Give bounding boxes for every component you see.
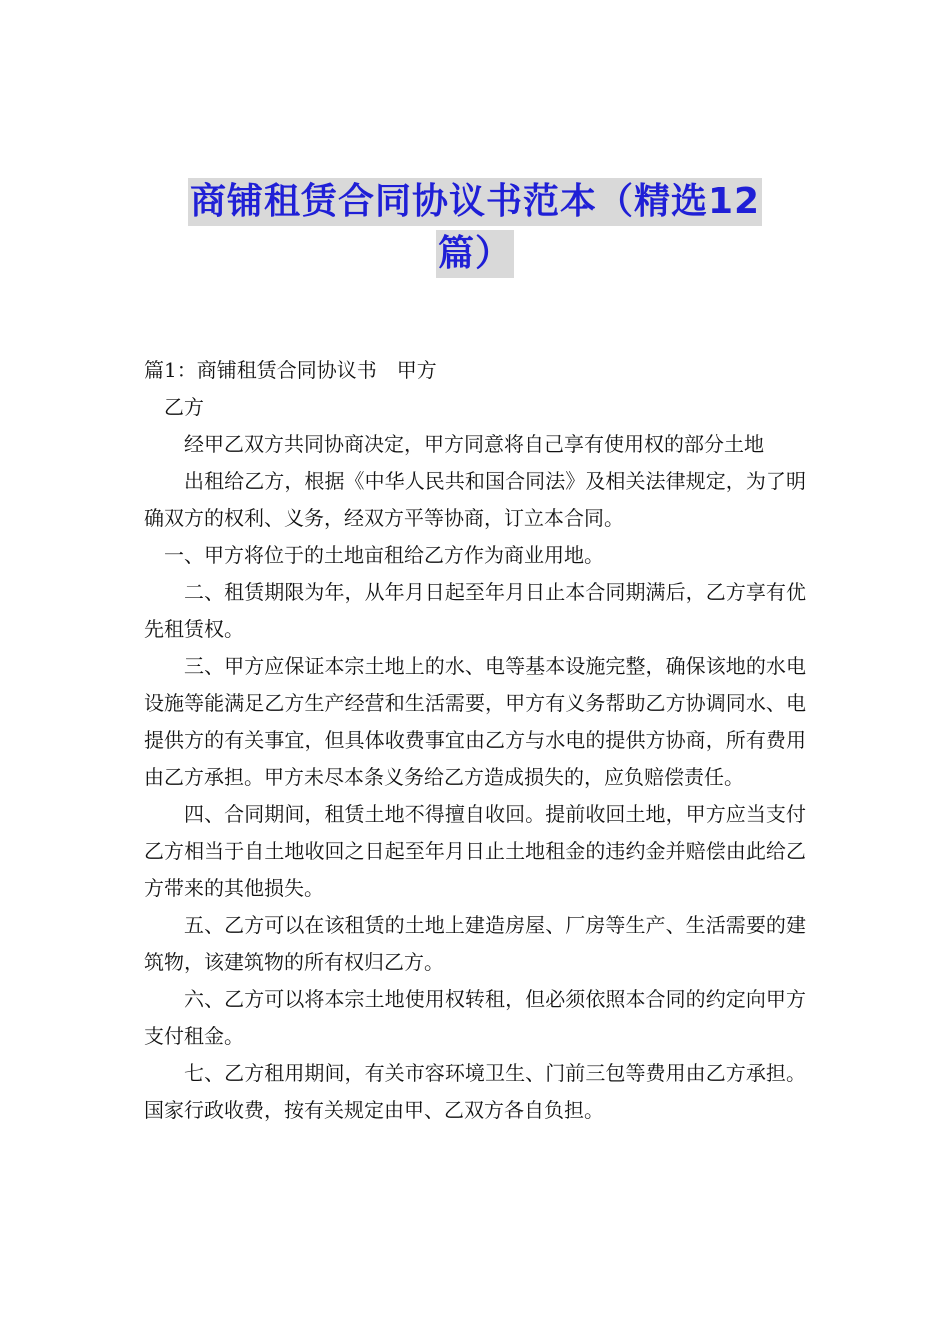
title-line-2: 篇）	[436, 230, 514, 278]
paragraph-clause-3: 三、甲方应保证本宗土地上的水、电等基本设施完整，确保该地的水电设施等能满足乙方生产经营和生活需要，甲方有义务帮助乙方协调同水、电提供方的有关事宜，但具体收费事宜由乙方与水电的提供方协商，所有费用由乙方承担。甲方未尽本条义务给乙方造成损失的，应负赔偿责任。	[144, 654, 806, 789]
paragraph-clause-2: 二、租赁期限为年，从年月日起至年月日止本合同期满后，乙方享有优先租赁权。	[144, 580, 806, 641]
paragraph: 经甲乙双方共同协商决定，甲方同意将自己享有使用权的部分土地	[184, 432, 764, 456]
paragraph-clause-5: 五、乙方可以在该租赁的土地上建造房屋、厂房等生产、生活需要的建筑物，该建筑物的所有权归乙方。	[144, 913, 806, 974]
paragraph: 出租给乙方，根据《中华人民共和国合同法》及相关法律规定，为了明确双方的权利、义务，经双方平等协商，订立本合同。	[144, 469, 806, 530]
title-line-1: 商铺租赁合同协议书范本（精选12	[188, 178, 762, 226]
paragraph-clause-4: 四、合同期间，租赁土地不得擅自收回。提前收回土地，甲方应当支付乙方相当于自土地收回之日起至年月日止土地租金的违约金并赔偿由此给乙方带来的其他损失。	[144, 802, 806, 900]
paragraph-clause-7: 七、乙方租用期间，有关市容环境卫生、门前三包等费用由乙方承担。国家行政收费，按有关规定由甲、乙双方各自负担。	[144, 1061, 806, 1122]
paragraph-clause-6: 六、乙方可以将本宗土地使用权转租，但必须依照本合同的约定向甲方支付租金。	[144, 987, 806, 1048]
document-body	[144, 352, 806, 1129]
paragraph-clause-1: 一、甲方将位于的土地亩租给乙方作为商业用地。	[164, 543, 604, 567]
document-title	[0, 178, 950, 278]
paragraph-heading: 篇1：商铺租赁合同协议书 甲方	[144, 358, 437, 382]
paragraph-party-b: 乙方	[164, 395, 204, 419]
